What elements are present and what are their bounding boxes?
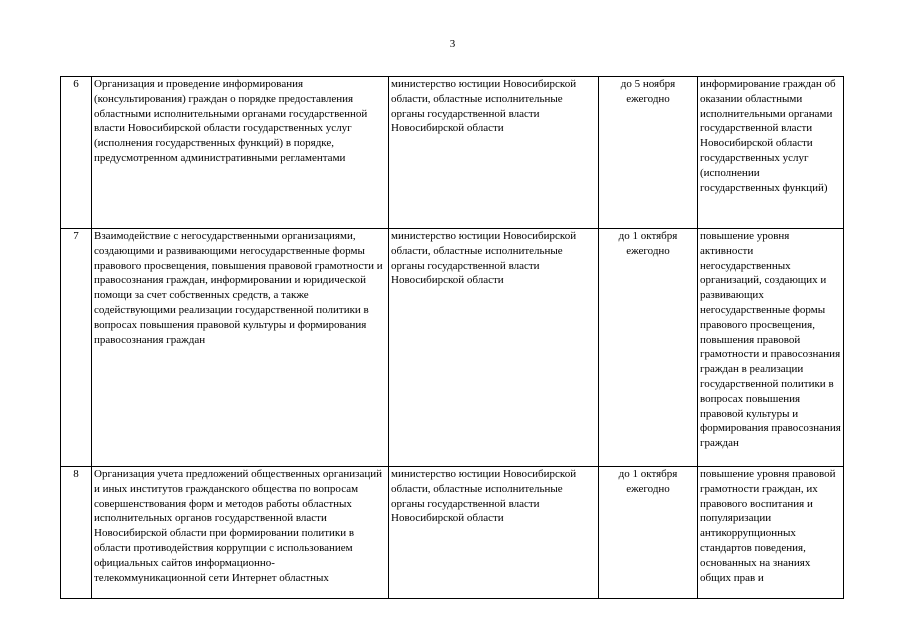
measure-description-text: Организация учета предложений общественных организаций и иных институтов гражданского общества по вопросам совершенствования форм и методов работы областных исполнительных органов государственной власти Новосибирской области при формировании политики в области противодействия коррупции с использованием официальных сайтов информационно-телекоммуникационной сети Интернет областных [94,468,382,584]
deadline-text: до 1 октября ежегодно [618,468,678,495]
responsible-executors [389,467,599,599]
responsible-executors: министерство юстиции Новосибирской области, областные исполнительные органы государственной власти Новосибирской области [389,77,599,229]
measure-description: Взаимодействие с негосударственными организациями, создающими и развивающими негосударственные формы правового просвещения, повышения правовой грамотности и правосознания граждан, информировании и юридической помощи за счет собственных средств, а также содействующими реализации государственной политики в вопросах повышения правовой культуры и формирования правосознания граждан [92,229,389,467]
expected-result: повышение уровня активности негосударственных организаций, создающих и развивающих негосударственные формы правового просвещения, повышения правовой грамотности и правосознания граждан в реализации государственной политики в вопросах повышения правовой культуры и формирования правосознания граждан [698,229,844,467]
expected-result: информирование граждан об оказании областными исполнительными органами государственной власти Новосибирской области государственных услуг (исполнении государственных функций) [698,77,844,229]
table-row [61,77,844,229]
expected-result [698,467,844,599]
expected-result-text: повышение уровня правовой грамотности граждан, их правового воспитания и популяризации антикоррупционных стандартов поведения, основанных на знаниях общих прав и [700,468,836,584]
table-row [61,467,844,599]
page-number: 3 [449,38,456,50]
row-number-text: 8 [73,468,79,480]
measures-table [60,76,844,599]
deadline: до 1 октября ежегодно [599,229,698,467]
deadline: до 5 ноября ежегодно [599,77,698,229]
table-row [61,229,844,467]
row-number: 6 [61,77,92,229]
measure-description: Организация и проведение информирования (консультирования) граждан о порядке предоставления областными исполнительными органами государственной власти Новосибирской области государственных услуг (исполнения государственных функций) в порядке, предусмотренном административными регламентами [92,77,389,229]
row-number [61,467,92,599]
responsible-executors: министерство юстиции Новосибирской области, областные исполнительные органы государственной власти Новосибирской области [389,229,599,467]
row-number: 7 [61,229,92,467]
responsible-executors-text: министерство юстиции Новосибирской области, областные исполнительные органы государственной власти Новосибирской области [391,468,577,525]
deadline [599,467,698,599]
measure-description [92,467,389,599]
